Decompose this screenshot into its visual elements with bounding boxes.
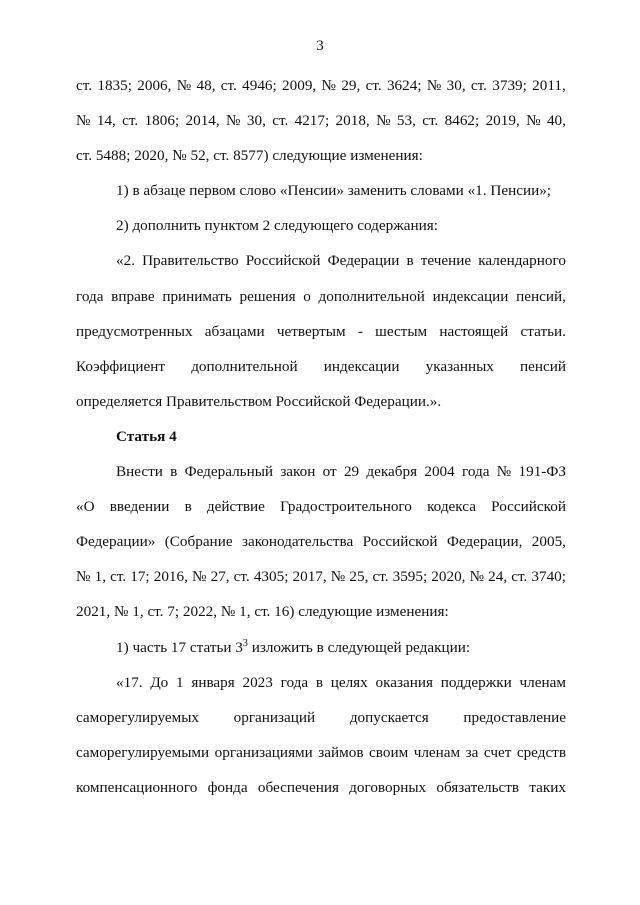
word: вправе <box>111 287 155 305</box>
word: организаций <box>233 708 316 726</box>
text-line: 1) часть 17 статьи $3^3$ изложить в следующей редакции: <box>116 637 471 656</box>
word: пенсий, <box>516 287 566 305</box>
word: предоставление <box>463 708 566 726</box>
word: целях <box>330 673 368 691</box>
word: саморегулируемыми <box>76 743 210 761</box>
word: ст. <box>220 77 237 94</box>
superscript: 3 <box>242 637 248 649</box>
text-line <box>76 103 566 138</box>
word: договорных <box>349 778 427 796</box>
word: 2017, <box>292 568 327 586</box>
word: индексации <box>323 357 400 375</box>
word: ст. <box>272 112 289 130</box>
text-line <box>76 279 566 314</box>
text-line <box>76 770 566 805</box>
word: обеспечения <box>257 778 339 796</box>
word: ст. <box>365 77 382 94</box>
word: членам <box>413 743 461 761</box>
word: предусмотренных <box>76 322 193 340</box>
text-line <box>76 524 566 559</box>
word: о <box>303 287 311 305</box>
word: кодекса <box>427 498 476 516</box>
text-line: 1) в абзаце первом слово «Пенсии» заменить словами «1. Пенсии»; <box>116 182 552 200</box>
word: года <box>280 673 309 691</box>
word: № <box>321 77 337 94</box>
word: № <box>469 568 485 586</box>
word: в <box>170 463 178 481</box>
word: настоящей <box>439 322 509 340</box>
word: № <box>426 77 442 94</box>
word: 29, <box>341 77 361 94</box>
text-line <box>76 735 566 770</box>
word: Коэффициент <box>76 357 166 375</box>
word: «17. <box>116 673 143 691</box>
word: в <box>315 673 323 691</box>
word: До <box>150 673 169 691</box>
word: решения <box>239 287 296 305</box>
word: № <box>176 77 192 94</box>
word: 1806; <box>144 112 180 130</box>
word: шестым <box>375 322 428 340</box>
word: 3740; <box>531 568 566 586</box>
word: абзацами <box>204 322 265 340</box>
word: 2006, <box>137 77 172 94</box>
word: Внести <box>116 463 163 481</box>
word: 30, <box>446 77 466 94</box>
word: ст. <box>422 112 439 130</box>
word: течение <box>420 252 472 270</box>
word: организациями <box>214 743 313 761</box>
word: (Собрание <box>164 533 233 551</box>
word: № <box>526 112 541 130</box>
word: закон <box>280 463 316 481</box>
word: поддержки <box>440 673 512 691</box>
word: средств <box>516 743 566 761</box>
word: Российской <box>245 252 321 270</box>
word: счет <box>483 743 512 761</box>
word: № <box>330 568 346 586</box>
word: 3739; <box>492 77 527 94</box>
word: 3595; <box>392 568 428 586</box>
word: Федерации» <box>76 533 156 551</box>
word: 4305; <box>253 568 289 586</box>
word: саморегулируемых <box>76 708 200 726</box>
text-line: 2) дополнить пунктом 2 следующего содержания: <box>116 217 438 235</box>
word: 24, <box>488 568 508 586</box>
word: займов <box>318 743 364 761</box>
word: ст. <box>233 568 250 586</box>
word: № <box>496 463 512 481</box>
word: 2019, <box>485 112 520 130</box>
document-body <box>76 68 566 805</box>
word: 2004 <box>424 463 455 481</box>
word: года <box>461 463 490 481</box>
word: 8462; <box>444 112 480 130</box>
word: 2016, <box>153 568 188 586</box>
word: 1, <box>94 568 106 586</box>
word: года <box>76 287 104 305</box>
word: 48, <box>196 77 216 94</box>
word: законодательства <box>241 533 354 551</box>
text-line <box>76 68 566 103</box>
word: № <box>76 568 91 586</box>
word: оказания <box>375 673 433 691</box>
word: индексации <box>432 287 509 305</box>
word: Федерации, <box>446 533 523 551</box>
article-heading: Статья 4 <box>116 427 177 445</box>
text-line <box>76 243 566 278</box>
word: № <box>192 568 207 586</box>
text-line <box>76 489 566 524</box>
word: ст. <box>511 568 528 586</box>
word: «2. <box>116 252 135 270</box>
word: 25, <box>349 568 369 586</box>
word: обязательств <box>436 778 520 796</box>
word: 4946; <box>242 77 277 94</box>
word: 3624; <box>386 77 422 94</box>
word: № <box>376 112 391 130</box>
text-line <box>76 665 566 700</box>
word: Градостроительного <box>280 498 412 516</box>
word: введении <box>109 498 170 516</box>
word: от <box>322 463 337 481</box>
word: № <box>226 112 241 130</box>
word: Федеральный <box>184 463 274 481</box>
word: «О <box>76 498 95 516</box>
word: ст. <box>110 568 127 586</box>
word: принимать <box>162 287 232 305</box>
word: календарного <box>478 252 566 270</box>
word: № <box>76 112 91 130</box>
word: - <box>357 322 363 340</box>
word: четвертым <box>276 322 346 340</box>
text-line: 2021, № 1, ст. 7; 2022, № 1, ст. 16) следующие изменения: <box>76 603 449 621</box>
word: таких <box>529 778 566 796</box>
text-line <box>76 559 566 594</box>
word: 30, <box>246 112 266 130</box>
word: 2020, <box>431 568 466 586</box>
word: января <box>191 673 235 691</box>
word: дополнительной <box>318 287 425 305</box>
word: 191-ФЗ <box>518 463 566 481</box>
word: 27, <box>210 568 230 586</box>
word: Правительство <box>142 252 239 270</box>
text-line: ст. 5488; 2020, № 52, ст. 8577) следующие изменения: <box>76 147 423 165</box>
word: компенсационного <box>76 778 198 796</box>
word: ст. <box>76 77 93 94</box>
word: 29 <box>343 463 360 481</box>
word: в <box>184 498 192 516</box>
word: фонда <box>207 778 248 796</box>
text-line <box>76 700 566 735</box>
word: в <box>406 252 414 270</box>
word: статьи. <box>520 322 566 340</box>
word: Российской <box>362 533 438 551</box>
word: указанных <box>425 357 494 375</box>
text-line: определяется Правительством Российской Федерации.». <box>76 392 442 410</box>
word: ст. <box>470 77 487 94</box>
word: действие <box>206 498 265 516</box>
word: Федерации <box>327 252 400 270</box>
word: 2011, <box>532 77 566 94</box>
text-line <box>76 314 566 349</box>
word: 2023 <box>242 673 273 691</box>
word: 2014, <box>185 112 220 130</box>
word: своим <box>369 743 409 761</box>
word: 2005, <box>531 533 566 551</box>
word: Российской <box>491 498 566 516</box>
word: ст. <box>122 112 139 130</box>
word: членам <box>519 673 566 691</box>
word: 2009, <box>282 77 317 94</box>
word: ст. <box>372 568 389 586</box>
word: 2018, <box>335 112 370 130</box>
word: 1 <box>176 673 184 691</box>
word: 1835; <box>97 77 132 94</box>
word: дополнительной <box>191 357 298 375</box>
word: 14, <box>96 112 116 130</box>
word: 4217; <box>294 112 330 130</box>
word: за <box>465 743 479 761</box>
word: 53, <box>396 112 416 130</box>
word: допускается <box>349 708 429 726</box>
word: 17; <box>130 568 150 586</box>
word: пенсий <box>520 357 566 375</box>
page-number: 3 <box>316 38 324 54</box>
word: 40, <box>546 112 566 130</box>
text-line <box>76 349 566 384</box>
word: декабря <box>366 463 418 481</box>
text-line <box>76 454 566 489</box>
